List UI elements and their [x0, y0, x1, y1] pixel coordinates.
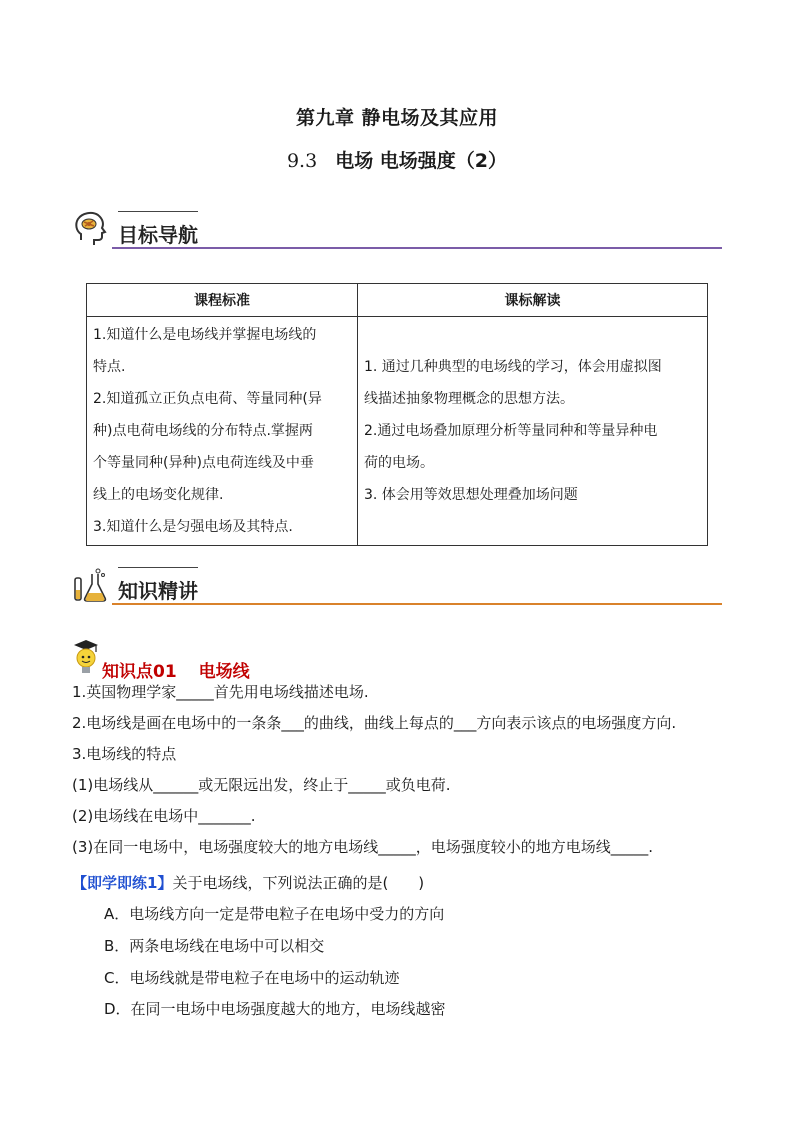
header-accent-line — [118, 211, 198, 212]
text-line: (1)电场线从______或无限远出发，终止于_____或负电荷. — [72, 776, 451, 794]
section-title — [0, 146, 794, 173]
section-name: 电场 电场强度（2） — [335, 150, 508, 172]
head-brain-icon — [72, 210, 110, 248]
section-title-goals: 目标导航 — [118, 223, 198, 247]
option-d: D．在同一电场中电场强度越大的地方，电场线越密 — [104, 1000, 446, 1018]
knowledge-point-name: 电场线 — [198, 662, 250, 682]
table-line: 3.知道什么是匀强电场及其特点. — [93, 519, 293, 535]
table-line: 线上的电场变化规律. — [93, 487, 224, 503]
text-line: 2.电场线是画在电场中的一条条___的曲线，曲线上每点的___方向表示该点的电场强度方向. — [72, 714, 677, 732]
section-number: 9.3 — [286, 150, 318, 172]
text-line: 1.英国物理学家_____首先用电场线描述电场. — [72, 683, 369, 701]
knowledge-point-heading — [72, 639, 372, 682]
table-header-standard: 课程标准 — [87, 284, 358, 317]
table-line: 1. 通过几种典型的电场线的学习，体会用虚拟图 — [364, 359, 662, 375]
table-line: 种)点电荷电场线的分布特点.掌握两 — [93, 423, 313, 439]
lab-flask-icon — [72, 566, 110, 604]
text-line: (2)电场线在电场中_______. — [72, 807, 256, 825]
table-line: 线描述抽象物理概念的思想方法。 — [364, 391, 574, 407]
text-line: (3)在同一电场中，电场强度较大的地方电场线_____，电场强度较小的地方电场线_____. — [72, 838, 654, 856]
text-line: 3.电场线的特点 — [72, 745, 177, 763]
option-b: B．两条电场线在电场中可以相交 — [104, 937, 325, 955]
section-header-knowledge — [72, 564, 722, 606]
table-cell-standard — [87, 317, 358, 546]
table-line: 个等量同种(异种)点电荷连线及中垂 — [93, 455, 314, 471]
header-accent-line — [118, 567, 198, 568]
table-line: 特点. — [93, 359, 126, 375]
table-cell-interpretation — [358, 317, 708, 546]
table-line: 1.知道什么是电场线并掌握电场线的 — [93, 327, 317, 343]
section-rule-goals — [112, 247, 722, 249]
option-c: C．电场线就是带电粒子在电场中的运动轨迹 — [104, 969, 400, 987]
exercise-stem: 关于电场线，下列说法正确的是( ) — [172, 874, 425, 892]
curriculum-table — [86, 283, 708, 546]
scholar-bulb-icon — [72, 639, 100, 677]
section-rule-knowledge — [112, 603, 722, 605]
section-header-goals — [72, 208, 722, 250]
exercise-question — [72, 872, 424, 893]
table-line: 荷的电场。 — [364, 455, 434, 471]
table-header-interpretation: 课标解读 — [358, 284, 708, 317]
knowledge-point-label: 知识点01 — [102, 662, 177, 682]
table-line: 2.知道孤立正负点电荷、等量同种(异 — [93, 391, 322, 407]
exercise-tag: 【即学即练1】 — [72, 874, 173, 892]
table-line: 3. 体会用等效思想处理叠加场问题 — [364, 487, 578, 503]
knowledge-point-title — [102, 657, 250, 682]
table-line: 2.通过电场叠加原理分析等量同种和等量异种电 — [364, 423, 658, 439]
option-a: A．电场线方向一定是带电粒子在电场中受力的方向 — [104, 905, 445, 923]
section-title-knowledge: 知识精讲 — [118, 579, 198, 603]
chapter-title: 第九章 静电场及其应用 — [295, 107, 499, 129]
